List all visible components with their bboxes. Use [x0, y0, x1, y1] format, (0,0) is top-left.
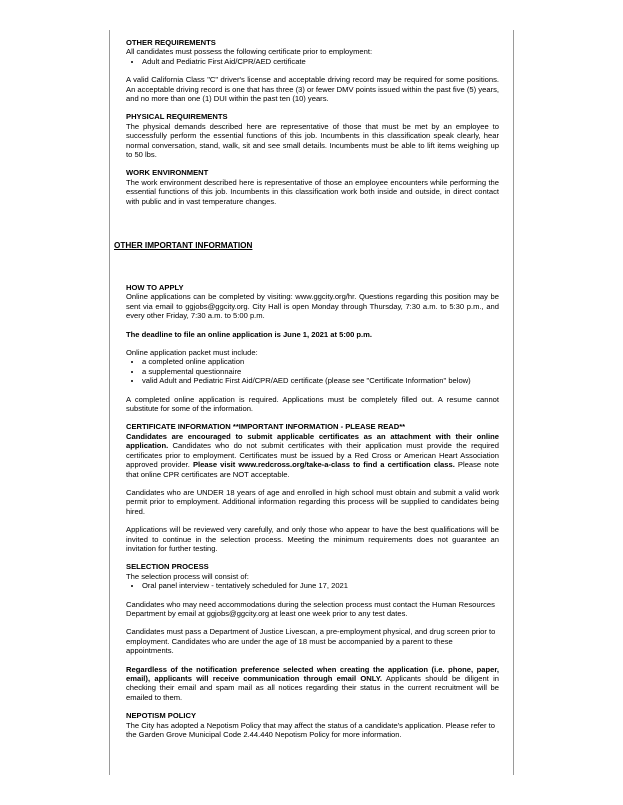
accommodations-text: Candidates who may need accommodations during the selection process must contact the Human Resources Department by email at ggjobs@ggcity.org at least one week prior to any test dates. — [126, 599, 495, 618]
nepotism-text: The City has adopted a Nepotism Policy that may affect the status of a candidate's application. Please refer to the Garden Grove Municipal Code 2.44.440 Nepotism Policy for more information. — [126, 720, 495, 740]
livescan-text: Candidates must pass a Department of Justice Livescan, a pre-employment physical, and drug screen prior to employment. Candidates who are under the age of 18 must be accompanied by a parent to these appointments. — [126, 627, 496, 656]
list-item: • Oral panel interview - tentatively scheduled for June 17, 2021 — [142, 581, 499, 590]
license-paragraph: A valid California Class "C" driver's license and acceptable driving record may be required for some positions. An acceptable driving record is one that has three (3) or fewer DMV points issued within the past five (5) years, and no more than one (1) DUI within the past ten (10) years. — [126, 75, 499, 104]
certificate-bold-lead: Candidates are encouraged to submit applicable certificates as an attachment with their online application. — [126, 431, 499, 451]
physical-requirements-heading: PHYSICAL REQUIREMENTS — [126, 112, 228, 122]
selection-process-heading: SELECTION PROCESS — [126, 562, 209, 572]
list-item: • a completed online application — [142, 357, 499, 366]
certificate-text-2: Please note that online CPR certificates are NOT acceptable. — [126, 460, 500, 479]
how-to-apply-heading: HOW TO APPLY — [126, 283, 184, 292]
nepotism-heading: NEPOTISM POLICY — [126, 711, 197, 721]
work-environment-heading: WORK ENVIRONMENT — [126, 168, 209, 178]
right-border-line — [513, 30, 514, 775]
list-item: • Adult and Pediatric First Aid/CPR/AED certificate — [142, 57, 499, 66]
packet-list — [126, 357, 499, 385]
left-border-line — [109, 30, 110, 775]
list-item: • valid Adult and Pediatric First Aid/CPR/AED certificate (please see "Certificate Information" below) — [142, 376, 499, 385]
certificate-info-text — [126, 432, 499, 479]
list-item: • a supplemental questionnaire — [142, 367, 499, 376]
document-body-lower — [126, 283, 499, 739]
other-important-information-heading: OTHER IMPORTANT INFORMATION — [114, 241, 253, 250]
other-requirements-list — [126, 57, 499, 66]
deadline-text: The deadline to file an online application is June 1, 2021 at 5:00 p.m. — [126, 329, 373, 339]
application-required-text: A completed online application is required. Applications must be completely filled out. A resume cannot substitute for some of the information. — [126, 394, 499, 414]
selection-process-intro: The selection process will consist of: — [126, 571, 249, 581]
notification-text — [126, 665, 499, 703]
certificate-text-1: Candidates who do not submit certificates with their application must provide the required certificates prior to employment. Certificates must be issued by a Red Cross or American Heart Association approved provider. — [126, 441, 499, 470]
other-requirements-intro: All candidates must possess the following certificate prior to employment: — [126, 47, 373, 57]
redcross-link[interactable]: Please visit www.redcross.org/take-a-class to find a certification class. — [192, 460, 455, 470]
document-body — [126, 38, 499, 206]
selection-process-list — [126, 581, 499, 590]
work-environment-text: The work environment described here is representative of those an employee encounters while performing the essential functions of this job. Incumbents in this classification work both inside and outside, in direct contact with public and in vast temperature changes. — [126, 177, 499, 206]
review-text: Applications will be reviewed very carefully, and only those who appear to have the best qualifications will be invited to continue in the selection process. Meeting the minimum requirements does not guarantee an invitation for further testing. — [126, 525, 499, 553]
physical-requirements-text: The physical demands described here are representative of those that must be met by an employee to successfully perform the essential functions of this job. Incumbents in this classification speak clearly, hear normal conversation, stand, walk, sit and see small details. Incumbents must be able to lift items weighing up to 50 lbs. — [126, 121, 499, 160]
notification-rest: Applicants should be diligent in checking their email and spam mail as all notices regarding their status in the current recruitment will be emailed to them. — [126, 674, 499, 702]
how-to-apply-text: Online applications can be completed by visiting: www.ggcity.org/hr. Questions regarding this position may be sent via email to ggjobs@ggcity.org. City Hall is open Monday through Thursday, 7:30 a.m. to 5:30 p.m., and every other Friday, 7:30 a.m. to 5:00 p.m. — [126, 292, 499, 321]
certificate-info-heading: CERTIFICATE INFORMATION **IMPORTANT INFORMATION - PLEASE READ** — [126, 422, 406, 432]
under-18-text: Candidates who are UNDER 18 years of age and enrolled in high school must obtain and submit a valid work permit prior to employment. Additional information regarding this process will be supplied to candidates being hired. — [126, 487, 499, 516]
notification-bold: Regardless of the notification preference selected when creating the application (i.e. phone, paper, email), applicants will receive communication through email ONLY. — [126, 664, 499, 683]
packet-intro: Online application packet must include: — [126, 348, 258, 358]
other-requirements-heading: OTHER REQUIREMENTS — [126, 38, 216, 47]
